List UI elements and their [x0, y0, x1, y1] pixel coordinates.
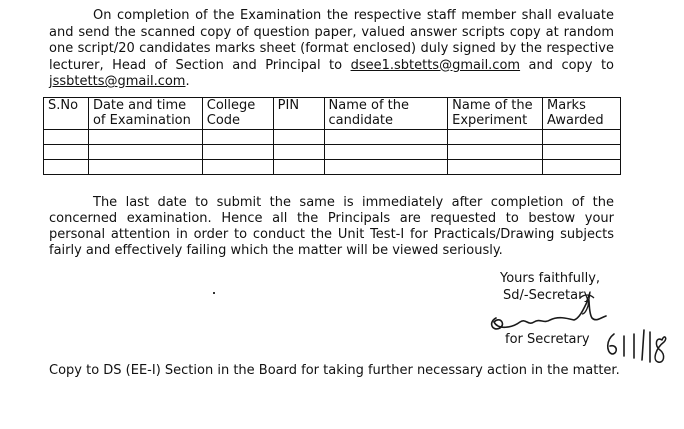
stray-mark [213, 292, 215, 294]
table-cell [202, 130, 273, 145]
instructions-text-copy: and copy to [520, 57, 615, 73]
deadline-text: The last date to submit the same is immediately after completion of the concerned examination. Hence all the Principals are requested to bestow your personal attention in order to conduct the Unit Test-I for Practicals/Drawing subjects fairly and effectively failing which the matter will be viewed seriously. [49, 195, 614, 258]
header-marks-awarded: Marks Awarded [543, 98, 621, 130]
header-sno: S.No [44, 98, 89, 130]
table-cell [448, 130, 543, 145]
table-cell [324, 145, 448, 160]
header-candidate-name: Name of the candidate [324, 98, 448, 130]
table-cell [324, 160, 448, 175]
table-cell [324, 130, 448, 145]
header-experiment-name: Name of the Experiment [448, 98, 543, 130]
email-link-jssbtetts[interactable]: jssbtetts@gmail.com [49, 74, 186, 89]
table-cell [202, 160, 273, 175]
table-row [44, 130, 621, 145]
header-college-code: College Code [202, 98, 273, 130]
table-cell [543, 145, 621, 160]
table-cell [44, 160, 89, 175]
table-cell [88, 130, 202, 145]
table-cell [273, 160, 324, 175]
table-cell [44, 130, 89, 145]
table-cell [44, 145, 89, 160]
deadline-paragraph [49, 195, 614, 259]
table-cell [273, 145, 324, 160]
instructions-text-end: . [185, 74, 190, 89]
closing-for-secretary: for Secretary [505, 332, 590, 347]
closing-sd-secretary: Sd/-Secretary [503, 288, 592, 303]
table-header-row [44, 98, 621, 130]
marks-sheet-table [43, 97, 621, 175]
email-link-dsee1[interactable]: dsee1.sbtetts@gmail.com [350, 57, 521, 73]
table-cell [543, 130, 621, 145]
table-cell [88, 160, 202, 175]
table-cell [202, 145, 273, 160]
header-date-time: Date and time of Examination [88, 98, 202, 130]
closing-yours-faithfully: Yours faithfully, [500, 271, 601, 286]
copy-to-line: Copy to DS (EE-I) Section in the Board for taking further necessary action in the matter. [49, 363, 620, 378]
instructions-paragraph [49, 8, 614, 91]
table-cell [448, 160, 543, 175]
table-row [44, 145, 621, 160]
handwritten-date [608, 330, 666, 362]
table-cell [543, 160, 621, 175]
table-cell [273, 130, 324, 145]
table-cell [88, 145, 202, 160]
instructions-text: On completion of the Examination the respective staff member shall evaluate and send the scanned copy of question paper, valued answer scripts copy at random one script/20 candidates marks sheet (format enclosed) duly signed by the respective lecturer, Head of Section and Principal to [49, 8, 614, 73]
table-cell [448, 145, 543, 160]
header-pin: PIN [273, 98, 324, 130]
table-row [44, 160, 621, 175]
